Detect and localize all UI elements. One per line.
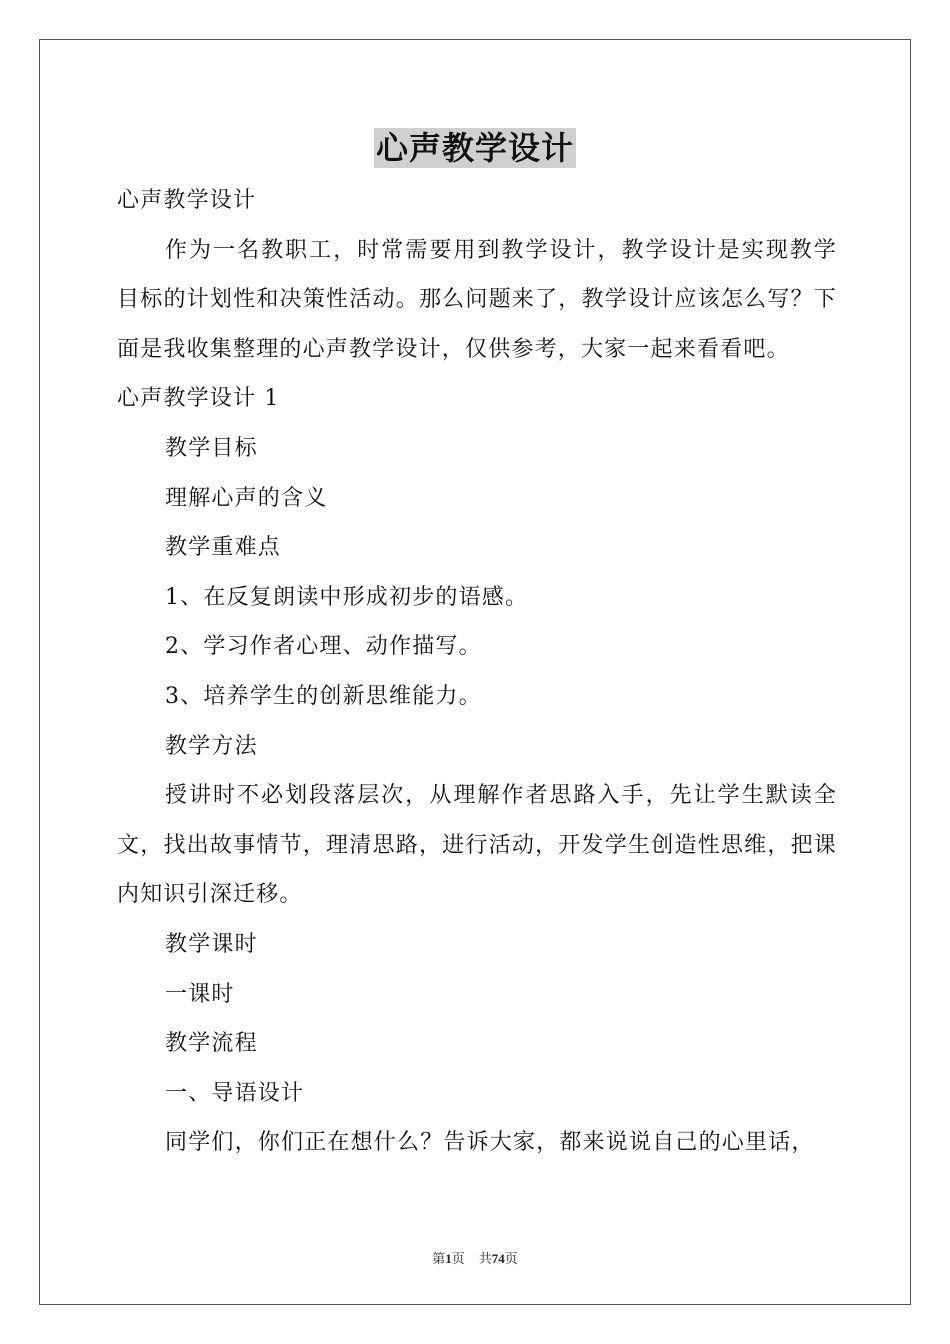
paragraph: 心声教学设计 — [117, 188, 257, 213]
paragraph: 教学目标 — [165, 435, 258, 461]
page-footer — [0, 1248, 950, 1267]
paragraph: 授讲时不必划段落层次，从理解作者思路入手，先让学生默读全文，找出故事情节，理清思路，进行活动，开发学生创造性思维，把课内知识引深迁移。 — [117, 783, 837, 908]
title-container — [0, 128, 950, 168]
paragraph: 作为一名教职工，时常需要用到教学设计，教学设计是实现教学目标的计划性和决策性活动。那么问题来了，教学设计应该怎么写？下面是我收集整理的心声教学设计，仅供参考，大家一起来看看吧。 — [117, 237, 837, 362]
paragraph: 同学们，你们正在想什么？告诉大家，都来说说自己的心里话， — [165, 1130, 815, 1156]
paragraph: 教学重难点 — [165, 535, 282, 561]
paragraph: 一课时 — [165, 981, 235, 1007]
document-body — [117, 176, 837, 1168]
paragraph: 一、导语设计 — [165, 1080, 305, 1106]
page-number: 1 — [445, 1251, 452, 1266]
paragraph: 教学流程 — [165, 1031, 258, 1057]
footer-total-suffix: 页 — [504, 1251, 518, 1266]
total-pages: 74 — [491, 1251, 505, 1266]
paragraph: 3、培养学生的创新思维能力。 — [165, 683, 482, 709]
paragraph: 理解心声的含义 — [165, 485, 328, 511]
document-title: 心声教学设计 — [375, 129, 574, 167]
footer-prefix: 第 — [432, 1251, 446, 1266]
footer-page-suffix: 页 — [451, 1251, 465, 1266]
footer-total-prefix: 共 — [478, 1251, 492, 1266]
paragraph: 教学课时 — [165, 931, 258, 957]
paragraph: 1、在反复朗读中形成初步的语感。 — [165, 584, 529, 610]
paragraph: 心声教学设计 1 — [117, 386, 280, 412]
paragraph: 教学方法 — [165, 733, 258, 759]
paragraph: 2、学习作者心理、动作描写。 — [165, 634, 482, 660]
